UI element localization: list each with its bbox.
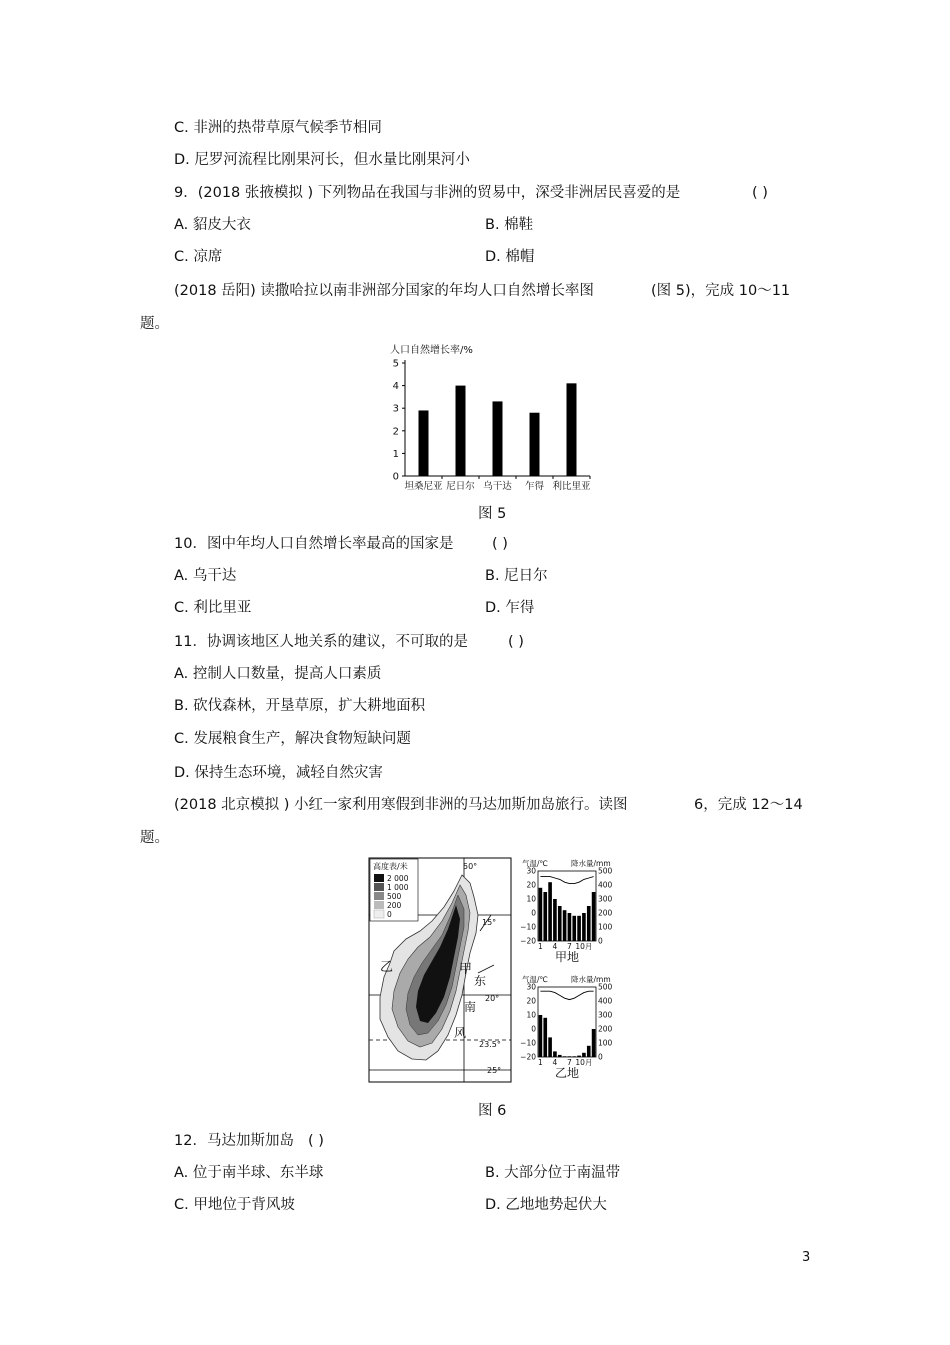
climate-month-tick: 1	[538, 1058, 543, 1067]
climate-chart-yi	[520, 974, 612, 1080]
q12-option-b: B. 大部分位于南温带	[485, 1165, 621, 1181]
q9-option-d: D. 棉帽	[485, 249, 535, 265]
elevation-legend	[370, 859, 418, 921]
chart-bar	[419, 410, 429, 476]
legend-title: 高度表/米	[373, 862, 408, 871]
climate-precip-tick: 400	[598, 996, 613, 1006]
climate-precip-tick: 500	[598, 866, 613, 876]
chart-bar	[493, 401, 503, 476]
chart-x-ticks	[404, 476, 591, 492]
climate-precip-bar	[563, 1056, 567, 1057]
q8-option-d: D. 尼罗河流程比刚果河长，但水量比刚果河小	[174, 152, 470, 168]
figure-6-caption: 图 6	[478, 1103, 507, 1119]
climate-chart-jia	[520, 858, 612, 964]
climate-temp-tick: −10	[520, 922, 536, 932]
climate-month-tick: 4	[552, 942, 558, 951]
climate-temp-axis-label: 气温/℃	[522, 859, 548, 868]
climate-precip-bar	[558, 1055, 562, 1057]
climate-precip-bar	[592, 1029, 596, 1057]
climate-precip-bar	[592, 892, 596, 941]
lat-23-5-label: 23.5°	[479, 1040, 501, 1049]
climate-precip-bar	[572, 916, 576, 941]
climate-precip-bar	[568, 1056, 572, 1057]
chart-x-tick-label: 尼日尔	[446, 481, 475, 492]
chart-bar	[456, 386, 466, 476]
legend-2000: 2 000	[387, 874, 409, 883]
figure-5-caption: 图 5	[478, 506, 507, 522]
climate-precip-tick: 0	[598, 1052, 603, 1062]
figure-5-bar-chart	[380, 338, 600, 498]
legend-1000: 1 000	[387, 883, 409, 892]
q11-answer-bracket: ( )	[508, 634, 524, 650]
climate-precip-bar	[568, 913, 572, 941]
climate-precip-bar	[563, 910, 567, 941]
chart-y-tick-label: 2	[392, 426, 399, 438]
q9-answer-bracket: ( )	[752, 185, 768, 201]
q9-stem: 9．(2018 张掖模拟 ) 下列物品在我国与非洲的贸易中，深受非洲居民喜爱的是	[174, 185, 681, 201]
q8-option-c: C. 非洲的热带草原气候季节相同	[174, 120, 382, 136]
climate-precip-bar	[539, 1015, 543, 1057]
climate-temp-axis-label: 气温/℃	[522, 975, 548, 984]
climate-precip-tick: 400	[598, 880, 613, 890]
climate-precip-tick: 200	[598, 1024, 613, 1034]
climate-precip-bar	[582, 913, 586, 941]
chart-y-tick-label: 4	[392, 381, 399, 393]
chart-y-tick-label: 0	[392, 471, 399, 483]
climate-month-tick: 7	[567, 942, 572, 951]
climate-month-tick: 4	[552, 1058, 558, 1067]
q9-option-a: A. 貂皮大衣	[174, 217, 251, 233]
climate-precip-tick: 0	[598, 936, 603, 946]
page-number: 3	[802, 1250, 811, 1265]
climate-precip-bar	[543, 1018, 547, 1057]
intro-10-11-line1: (2018 岳阳) 读撒哈拉以南非洲部分国家的年均人口自然增长率图	[174, 283, 594, 299]
climate-temp-tick: 30	[526, 866, 536, 876]
q10-option-b: B. 尼日尔	[485, 568, 548, 584]
intro-10-11-line1-tail: (图 5)，完成 10～11	[651, 283, 791, 299]
chart-x-tick-label: 乌干达	[483, 481, 512, 492]
lon-50-label: 50°	[463, 862, 478, 871]
q11-option-b: B. 砍伐森林，开垦草原，扩大耕地面积	[174, 698, 426, 714]
climate-precip-axis-label: 降水量/mm	[571, 859, 611, 868]
climate-month-tick: 10月	[575, 1058, 593, 1067]
q11-stem: 11．协调该地区人地关系的建议，不可取的是	[174, 634, 468, 650]
q9-option-b: B. 棉鞋	[485, 217, 534, 233]
chart-bar	[530, 413, 540, 476]
chart-y-tick-label: 5	[392, 358, 399, 370]
q9-option-c: C. 凉席	[174, 249, 223, 265]
q10-option-d: D. 乍得	[485, 600, 535, 616]
climate-place-name: 甲地	[554, 950, 580, 964]
lat-25-label: 25°	[487, 1066, 502, 1075]
climate-precip-axis-label: 降水量/mm	[571, 975, 611, 984]
climate-precip-tick: 200	[598, 908, 613, 918]
q11-option-d: D. 保持生态环境，减轻自然灾害	[174, 765, 383, 781]
q10-stem: 10．图中年均人口自然增长率最高的国家是	[174, 536, 454, 552]
chart-y-axis-label: 人口自然增长率/%	[390, 345, 473, 356]
climate-temp-tick: 0	[531, 908, 536, 918]
intro-12-14-line2: 题。	[140, 830, 169, 846]
climate-precip-tick: 500	[598, 982, 613, 992]
q11-option-c: C. 发展粮食生产，解决食物短缺问题	[174, 731, 411, 747]
q12-answer-bracket: ( )	[308, 1133, 324, 1149]
climate-precip-bar	[539, 888, 543, 941]
climate-precip-tick: 300	[598, 1010, 613, 1020]
climate-precip-bar	[543, 892, 547, 941]
climate-precip-bar	[582, 1053, 586, 1057]
climate-precip-bar	[577, 1056, 581, 1057]
climate-precip-bar	[548, 882, 552, 941]
q10-answer-bracket: ( )	[492, 536, 508, 552]
chart-y-ticks	[393, 359, 405, 483]
wind-label-3: 风	[454, 1026, 467, 1040]
climate-precip-bar	[577, 916, 581, 941]
figure-6	[366, 855, 628, 1087]
q12-option-a: A. 位于南半球、东半球	[174, 1165, 324, 1181]
climate-temp-tick: 30	[526, 982, 536, 992]
intro-12-14-line1-tail: 6，完成 12～14	[694, 797, 803, 813]
q10-option-a: A. 乌干达	[174, 568, 237, 584]
climate-precip-tick: 100	[598, 1038, 613, 1048]
climate-temp-tick: −20	[520, 936, 536, 946]
climate-temp-tick: 20	[526, 880, 536, 890]
climate-month-tick: 7	[567, 1058, 572, 1067]
chart-y-tick-label: 3	[392, 403, 399, 415]
chart-x-tick-label: 坦桑尼亚	[404, 481, 443, 492]
legend-500: 500	[387, 892, 402, 901]
climate-precip-bar	[572, 1056, 576, 1057]
climate-temp-tick: 10	[526, 894, 536, 904]
climate-temp-tick: 10	[526, 1010, 536, 1020]
climate-month-tick: 10月	[575, 942, 593, 951]
q11-option-a: A. 控制人口数量，提高人口素质	[174, 666, 382, 682]
climate-temp-tick: 0	[531, 1024, 536, 1034]
climate-place-name: 乙地	[554, 1066, 580, 1080]
wind-label-1: 东	[474, 974, 487, 988]
climate-precip-tick: 300	[598, 894, 613, 904]
chart-x-tick-label: 乍得	[524, 481, 545, 492]
chart-bars	[419, 383, 577, 476]
legend-200: 200	[387, 901, 402, 910]
chart-y-tick-label: 1	[392, 448, 399, 460]
q12-option-d: D. 乙地地势起伏大	[485, 1197, 607, 1213]
wind-label-2: 南	[464, 1000, 477, 1014]
climate-precip-bar	[558, 906, 562, 941]
intro-12-14-line1: (2018 北京模拟 ) 小红一家利用寒假到非洲的马达加斯加岛旅行。读图	[174, 797, 628, 813]
lat-20-label: 20°	[485, 994, 500, 1003]
q12-stem: 12．马达加斯加岛	[174, 1133, 294, 1149]
chart-bar	[567, 383, 577, 476]
q10-option-c: C. 利比里亚	[174, 600, 252, 616]
climate-precip-bar	[553, 899, 557, 941]
legend-0: 0	[387, 910, 392, 919]
climate-precip-bar	[587, 1046, 591, 1057]
climate-precip-bar	[587, 906, 591, 941]
climate-temp-tick: −20	[520, 1052, 536, 1062]
climate-precip-tick: 100	[598, 922, 613, 932]
q12-option-c: C. 甲地位于背风坡	[174, 1197, 295, 1213]
climate-temp-tick: 20	[526, 996, 536, 1006]
madagascar-map	[369, 858, 511, 1082]
intro-10-11-line2: 题。	[140, 316, 169, 332]
chart-x-tick-label: 利比里亚	[552, 481, 591, 492]
lat-15-label: 15°	[482, 918, 497, 927]
place-jia-label: 甲	[459, 962, 473, 977]
place-yi-label: 乙	[380, 960, 394, 975]
climate-precip-bar	[548, 1037, 552, 1057]
climate-temp-tick: −10	[520, 1038, 536, 1048]
climate-month-tick: 1	[538, 942, 543, 951]
climate-precip-bar	[553, 1051, 557, 1057]
